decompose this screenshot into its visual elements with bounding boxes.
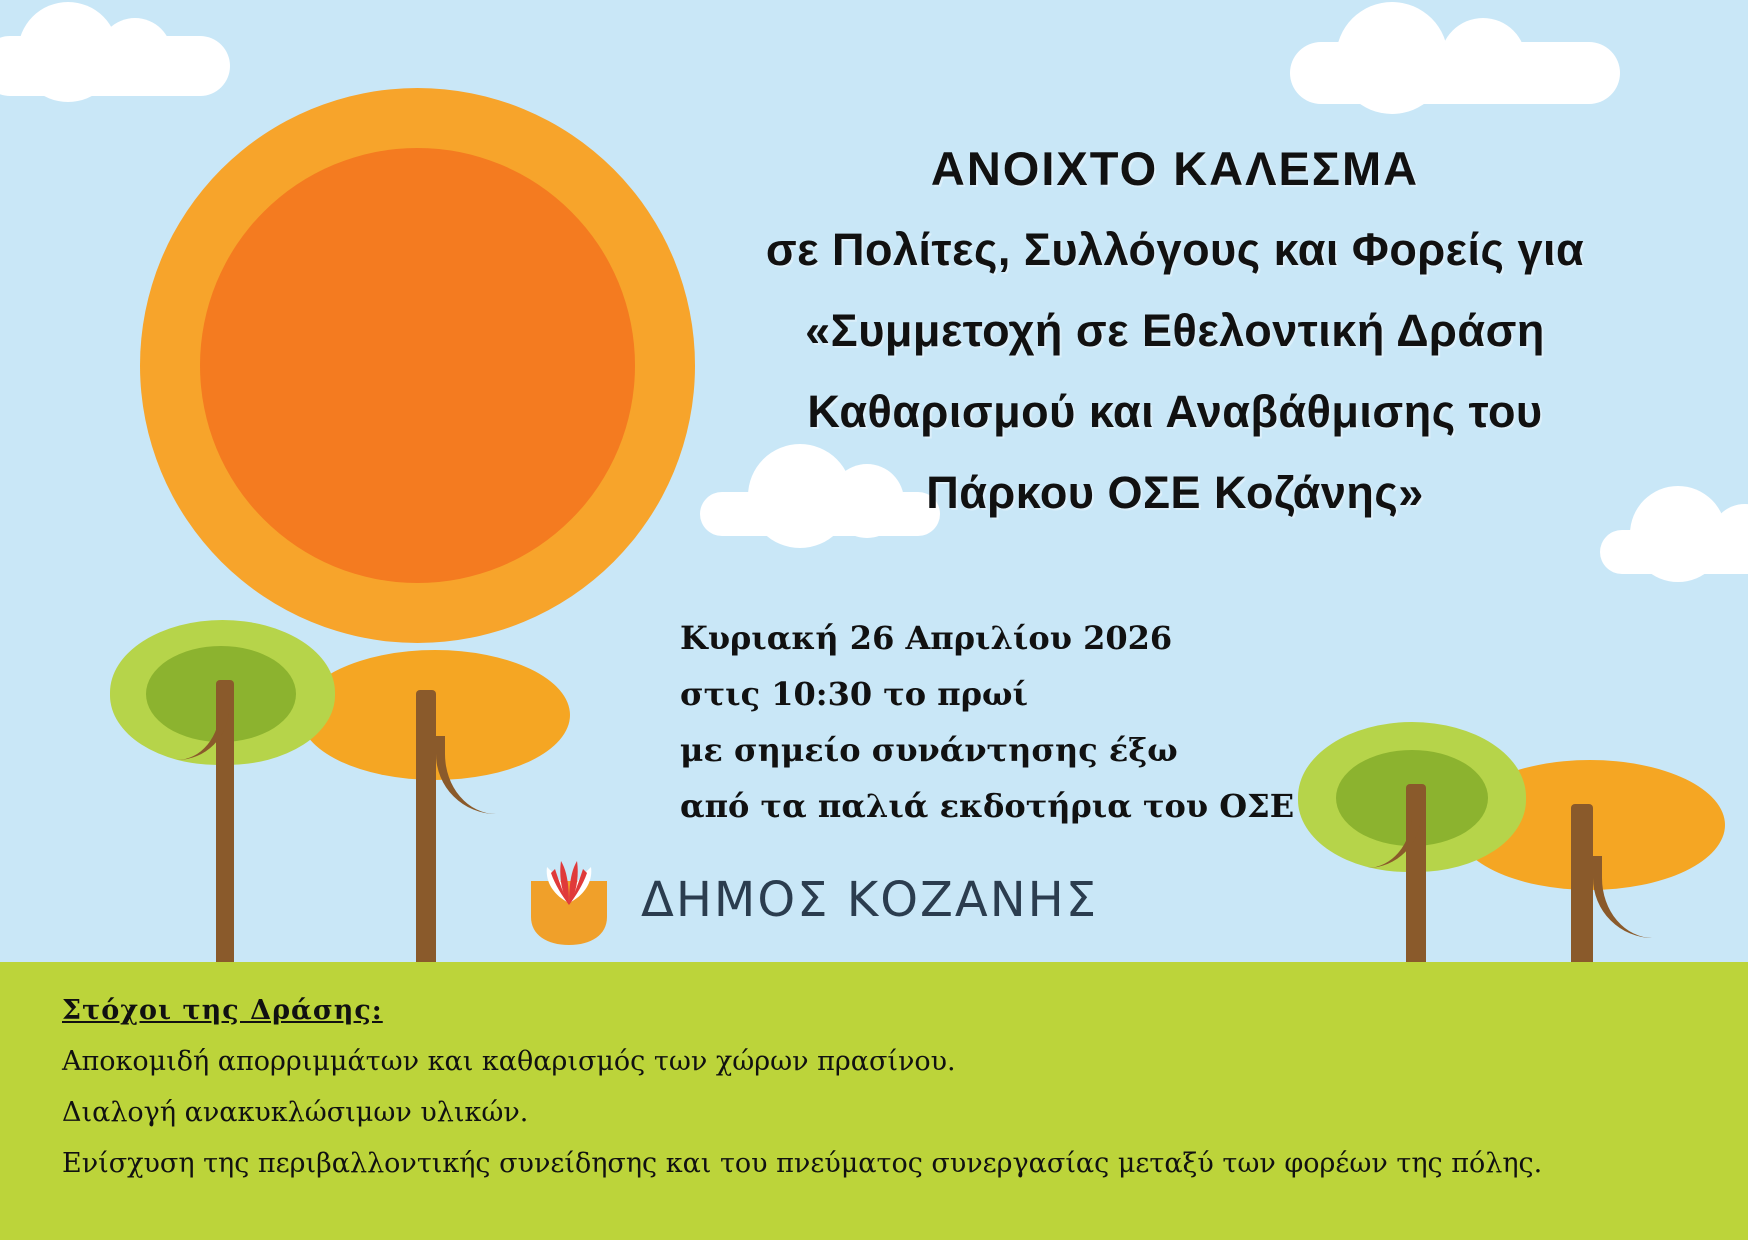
sun-icon: [140, 88, 695, 643]
event-details-block: [680, 610, 1380, 834]
event-meeting-point-line-2: από τα παλιά εκδοτήρια του ΟΣΕ: [680, 787, 1295, 825]
event-date: Κυριακή 26 Απριλίου 2026: [680, 619, 1173, 657]
goals-block: [62, 985, 1702, 1189]
headline-block: [690, 128, 1660, 533]
headline-line-2: σε Πολίτες, Συλλόγους και Φορείς για: [765, 224, 1585, 275]
tulip-shield-icon: [525, 845, 613, 954]
municipality-logo: [525, 845, 1098, 954]
goals-title: Στόχοι της Δράσης:: [62, 995, 383, 1026]
headline-line-5: Πάρκου ΟΣΕ Κοζάνης»: [926, 467, 1424, 518]
municipality-name: ΔΗΜΟΣ ΚΟΖΑΝΗΣ: [641, 871, 1099, 928]
cloud-right-edge: [1600, 530, 1748, 574]
cloud-top-right: [1290, 42, 1620, 104]
event-meeting-point-line-1: με σημείο συνάντησης έξω: [680, 731, 1178, 769]
goal-item-3: Ενίσχυση της περιβαλλοντικής συνείδησης και του πνεύματος συνεργασίας μεταξύ των φορέων της πόλης.: [62, 1148, 1543, 1179]
headline-line-1: ΑΝΟΙΧΤΟ ΚΑΛΕΣΜΑ: [930, 142, 1420, 195]
headline-line-3: «Συμμετοχή σε Εθελοντική Δράση: [805, 305, 1545, 356]
sun-inner-disc: [200, 148, 635, 583]
headline-line-4: Καθαρισμού και Αναβάθμισης του: [807, 386, 1543, 437]
goal-item-2: Διαλογή ανακυκλώσιμων υλικών.: [62, 1097, 529, 1128]
cloud-top-left: [0, 36, 230, 96]
event-time: στις 10:30 το πρωί: [680, 675, 1028, 713]
goal-item-1: Αποκομιδή απορριμμάτων και καθαρισμός των χώρων πρασίνου.: [62, 1046, 956, 1077]
